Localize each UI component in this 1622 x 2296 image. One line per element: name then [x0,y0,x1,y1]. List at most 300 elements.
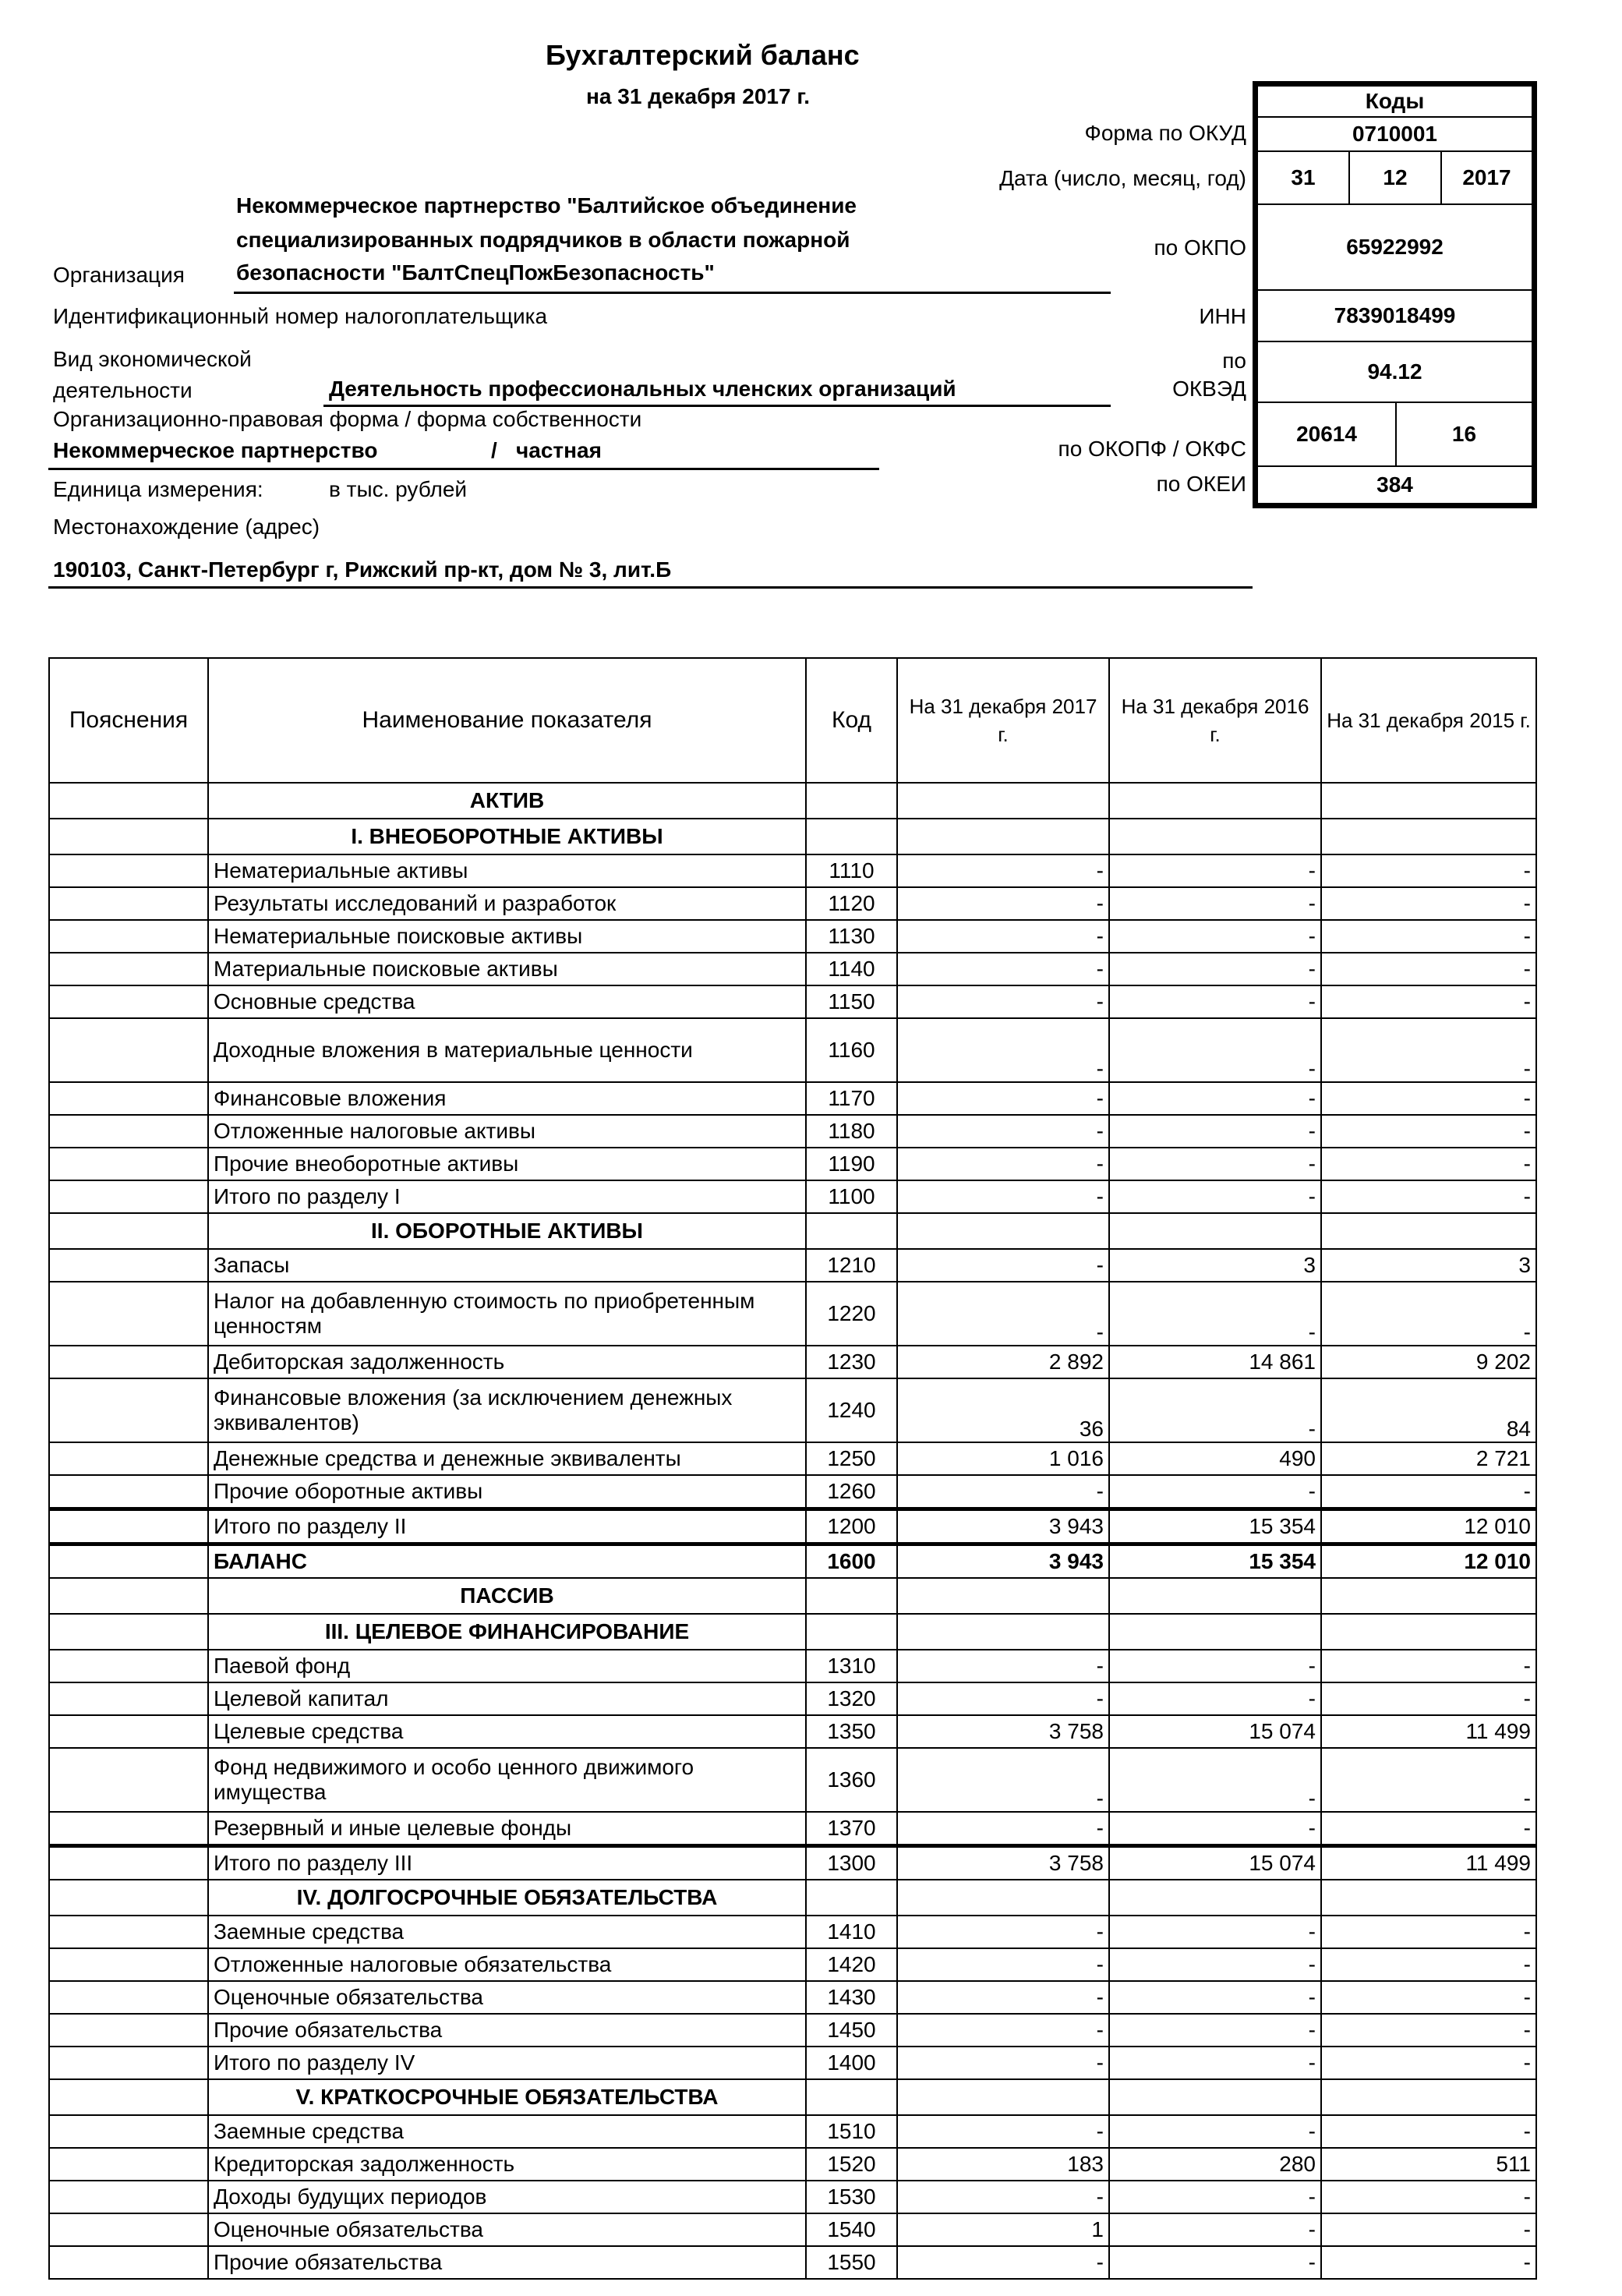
table-row [49,1748,1536,1812]
value-2017 [897,1880,1109,1916]
value-2015: 11 499 [1321,1846,1536,1880]
notes-cell [49,1148,208,1180]
notes-cell [49,1614,208,1650]
balance-table [48,657,1537,2280]
value-2017: - [897,1916,1109,1948]
indicator-name: Отложенные налоговые активы [208,1115,806,1148]
section-row [49,783,1536,819]
indicator-name: Резервный и иные целевые фонды [208,1812,806,1846]
value-2015 [1321,1578,1536,1614]
table-row [49,1812,1536,1846]
value-2015: 2 721 [1321,1442,1536,1475]
indicator-name: Отложенные налоговые обязательства [208,1948,806,1981]
notes-cell [49,1346,208,1378]
indicator-code: 1210 [806,1249,897,1282]
value-2015 [1321,819,1536,854]
ownership-value: частная [516,438,602,462]
indicator-name: Доходы будущих периодов [208,2181,806,2213]
indicator-code [806,1614,897,1650]
indicator-name: I. ВНЕОБОРОТНЫЕ АКТИВЫ [208,819,806,854]
value-2017 [897,1578,1109,1614]
indicator-code: 1400 [806,2047,897,2079]
value-2017: - [897,1148,1109,1180]
section-row [49,1614,1536,1650]
value-2017: - [897,854,1109,887]
legal-form-underline [48,468,879,470]
notes-cell [49,1650,208,1682]
table-row [49,2246,1536,2279]
value-2015: - [1321,1916,1536,1948]
indicator-code [806,819,897,854]
value-2015: - [1321,1082,1536,1115]
value-2017: - [897,2246,1109,2279]
indicator-name: IV. ДОЛГОСРОЧНЫЕ ОБЯЗАТЕЛЬСТВА [208,1880,806,1916]
value-2017 [897,1614,1109,1650]
notes-cell [49,1082,208,1115]
value-2017: - [897,1115,1109,1148]
value-2017: 36 [897,1378,1109,1442]
value-2015: - [1321,1948,1536,1981]
table-row [49,2213,1536,2246]
indicator-code: 1140 [806,953,897,985]
value-2015: - [1321,1115,1536,1148]
indicator-name: III. ЦЕЛЕВОЕ ФИНАНСИРОВАНИЕ [208,1614,806,1650]
table-row [49,1442,1536,1475]
table-row [49,2148,1536,2181]
notes-cell [49,1544,208,1579]
okud-label: Форма по ОКУД [1084,121,1246,145]
value-2017: 2 892 [897,1346,1109,1378]
header-2017: На 31 декабря 2017 г. [897,658,1109,783]
value-2016: - [1109,1180,1321,1213]
value-2017: - [897,1180,1109,1213]
section-row [49,819,1536,854]
value-2016: - [1109,2014,1321,2047]
table-row [49,1509,1536,1544]
notes-cell [49,2047,208,2079]
value-2015: 511 [1321,2148,1536,2181]
value-2016: - [1109,1018,1321,1082]
value-2017: - [897,1948,1109,1981]
value-2015 [1321,1614,1536,1650]
table-row [49,1682,1536,1715]
value-2016: - [1109,920,1321,953]
value-2015: - [1321,1748,1536,1812]
value-2015: - [1321,1148,1536,1180]
notes-cell [49,1509,208,1544]
indicator-name: Целевой капитал [208,1682,806,1715]
indicator-code: 1260 [806,1475,897,1509]
table-row [49,1115,1536,1148]
indicator-code: 1350 [806,1715,897,1748]
value-2016: - [1109,1475,1321,1509]
notes-cell [49,1475,208,1509]
table-row [49,920,1536,953]
value-2016: - [1109,1812,1321,1846]
value-2016: - [1109,1748,1321,1812]
unit-value: в тыс. рублей [329,477,468,501]
value-2017: 3 943 [897,1509,1109,1544]
table-row [49,953,1536,985]
indicator-code [806,2079,897,2115]
notes-cell [49,953,208,985]
indicator-code: 1300 [806,1846,897,1880]
indicator-code: 1120 [806,887,897,920]
value-2017: - [897,2181,1109,2213]
table-row [49,1282,1536,1346]
header-2015: На 31 декабря 2015 г. [1321,658,1536,783]
value-2015: 12 010 [1321,1544,1536,1579]
value-2016: - [1109,1115,1321,1148]
value-2015: - [1321,2213,1536,2246]
value-2015 [1321,1213,1536,1249]
value-2017: - [897,1249,1109,1282]
table-row [49,854,1536,887]
notes-cell [49,2115,208,2148]
value-2015: 3 [1321,1249,1536,1282]
indicator-name: Дебиторская задолженность [208,1346,806,1378]
value-2017 [897,819,1109,854]
indicator-code: 1200 [806,1509,897,1544]
org-name-line3: безопасности "БалтСпецПожБезопасность" [236,260,715,285]
indicator-name: Итого по разделу III [208,1846,806,1880]
indicator-code: 1170 [806,1082,897,1115]
value-2015: - [1321,1475,1536,1509]
indicator-code: 1230 [806,1346,897,1378]
table-body [49,783,1536,2279]
value-2016: - [1109,1682,1321,1715]
notes-cell [49,1748,208,1812]
value-2017: 3 758 [897,1715,1109,1748]
table-row [49,1846,1536,1880]
indicator-name: Прочие внеоборотные активы [208,1148,806,1180]
value-2017: - [897,2115,1109,2148]
indicator-name: Целевые средства [208,1715,806,1748]
table-row [49,1916,1536,1948]
table-row [49,2115,1536,2148]
indicator-code: 1600 [806,1544,897,1579]
table-row [49,2047,1536,2079]
value-2015 [1321,783,1536,819]
value-2016: 15 354 [1109,1509,1321,1544]
org-label: Организация [53,263,185,287]
value-2017: - [897,920,1109,953]
indicator-name: Нематериальные активы [208,854,806,887]
value-2017: - [897,1282,1109,1346]
indicator-name: Итого по разделу I [208,1180,806,1213]
notes-cell [49,1213,208,1249]
document-title: Бухгалтерский баланс [546,39,860,71]
indicator-code: 1450 [806,2014,897,2047]
value-2017 [897,783,1109,819]
value-2017: - [897,1082,1109,1115]
section-row [49,1880,1536,1916]
indicator-name: Запасы [208,1249,806,1282]
value-2017: - [897,985,1109,1018]
value-2017 [897,1213,1109,1249]
okopf-value: 20614 [1256,402,1397,467]
value-2016: - [1109,953,1321,985]
indicator-name: Прочие обязательства [208,2014,806,2047]
okud-value: 0710001 [1256,116,1533,152]
value-2016: - [1109,1082,1321,1115]
okved-label-1: по [1222,348,1246,373]
table-row [49,1475,1536,1509]
table-row [49,1650,1536,1682]
indicator-code: 1320 [806,1682,897,1715]
value-2016: - [1109,2047,1321,2079]
notes-cell [49,1981,208,2014]
value-2016: - [1109,1282,1321,1346]
address-label: Местонахождение (адрес) [53,515,320,539]
value-2016: 490 [1109,1442,1321,1475]
value-2017: - [897,2047,1109,2079]
indicator-code: 1520 [806,2148,897,2181]
table-row [49,1018,1536,1082]
value-2015: - [1321,1650,1536,1682]
notes-cell [49,1916,208,1948]
indicator-name: Фонд недвижимого и особо ценного движимого имущества [208,1748,806,1812]
value-2016 [1109,1213,1321,1249]
indicator-name: Финансовые вложения [208,1082,806,1115]
indicator-code: 1410 [806,1916,897,1948]
value-2015: - [1321,985,1536,1018]
value-2015: - [1321,1812,1536,1846]
okfs-value: 16 [1395,402,1533,467]
notes-cell [49,1948,208,1981]
notes-cell [49,783,208,819]
indicator-name: Нематериальные поисковые активы [208,920,806,953]
ownership-separator: / [491,438,497,462]
indicator-name: Кредиторская задолженность [208,2148,806,2181]
value-2015: - [1321,2181,1536,2213]
value-2017: - [897,1650,1109,1682]
header-code: Код [806,658,897,783]
indicator-code [806,1578,897,1614]
date-label: Дата (число, месяц, год) [999,166,1246,190]
value-2017: - [897,887,1109,920]
table-row [49,985,1536,1018]
value-2017: - [897,1018,1109,1082]
table-row [49,1544,1536,1579]
indicator-code: 1180 [806,1115,897,1148]
indicator-code [806,1880,897,1916]
indicator-name: Итого по разделу IV [208,2047,806,2079]
indicator-name: Прочие оборотные активы [208,1475,806,1509]
indicator-code: 1220 [806,1282,897,1346]
indicator-name: Основные средства [208,985,806,1018]
section-row [49,1213,1536,1249]
table-row [49,1082,1536,1115]
value-2016: - [1109,985,1321,1018]
indicator-code [806,783,897,819]
value-2017: - [897,1682,1109,1715]
indicator-name: Налог на добавленную стоимость по приобретенным ценностям [208,1282,806,1346]
notes-cell [49,1442,208,1475]
notes-cell [49,1880,208,1916]
codes-title: Коды [1256,85,1533,118]
indicator-code: 1430 [806,1981,897,2014]
value-2016: 15 354 [1109,1544,1321,1579]
value-2015: - [1321,920,1536,953]
notes-cell [49,2246,208,2279]
value-2015: - [1321,1682,1536,1715]
indicator-name: Финансовые вложения (за исключением денежных эквивалентов) [208,1378,806,1442]
value-2017: 3 758 [897,1846,1109,1880]
indicator-code: 1130 [806,920,897,953]
indicator-name: БАЛАНС [208,1544,806,1579]
indicator-name: Заемные средства [208,2115,806,2148]
notes-cell [49,1812,208,1846]
inn-label: Идентификационный номер налогоплательщика [53,304,548,328]
indicator-code: 1250 [806,1442,897,1475]
value-2015: 12 010 [1321,1509,1536,1544]
value-2017: 3 943 [897,1544,1109,1579]
inn-code-label: ИНН [1199,304,1246,328]
value-2015: - [1321,2014,1536,2047]
indicator-name: АКТИВ [208,783,806,819]
value-2017: 1 016 [897,1442,1109,1475]
address-value: 190103, Санкт-Петербург г, Рижский пр-кт, дом № 3, лит.Б [53,557,672,582]
indicator-code: 1510 [806,2115,897,2148]
value-2017: 1 [897,2213,1109,2246]
table-row [49,887,1536,920]
activity-label-2: деятельности [53,378,193,402]
indicator-name: Оценочные обязательства [208,2213,806,2246]
date-month: 12 [1348,150,1442,205]
indicator-code: 1150 [806,985,897,1018]
value-2016: - [1109,1981,1321,2014]
notes-cell [49,2079,208,2115]
org-name-line2: специализированных подрядчиков в области пожарной [236,228,850,252]
value-2015: - [1321,953,1536,985]
section-row [49,1578,1536,1614]
indicator-code: 1240 [806,1378,897,1442]
value-2015: - [1321,2246,1536,2279]
value-2016: 280 [1109,2148,1321,2181]
indicator-name: Прочие обязательства [208,2246,806,2279]
legal-form-label: Организационно-правовая форма / форма собственности [53,407,642,431]
notes-cell [49,1578,208,1614]
notes-cell [49,1846,208,1880]
value-2016: - [1109,2181,1321,2213]
org-name-line1: Некоммерческое партнерство "Балтийское объединение [236,193,857,218]
value-2016 [1109,783,1321,819]
codes-box [1253,81,1537,508]
indicator-code: 1160 [806,1018,897,1082]
indicator-name: Заемные средства [208,1916,806,1948]
value-2016 [1109,1578,1321,1614]
table-row [49,1346,1536,1378]
value-2016: 15 074 [1109,1715,1321,1748]
value-2016: - [1109,1378,1321,1442]
activity-label-1: Вид экономической [53,347,252,371]
value-2016: - [1109,2213,1321,2246]
okei-value: 384 [1256,465,1533,504]
notes-cell [49,887,208,920]
value-2017 [897,2079,1109,2115]
indicator-code: 1100 [806,1180,897,1213]
indicator-name: Доходные вложения в материальные ценности [208,1018,806,1082]
table-row [49,1378,1536,1442]
indicator-code: 1370 [806,1812,897,1846]
value-2016: - [1109,1650,1321,1682]
table-row [49,1249,1536,1282]
indicator-code: 1420 [806,1948,897,1981]
table-header-row [49,658,1536,783]
value-2017: - [897,1748,1109,1812]
value-2016: - [1109,1916,1321,1948]
value-2015: - [1321,2115,1536,2148]
table-row [49,1180,1536,1213]
date-year: 2017 [1440,150,1533,205]
value-2016: 15 074 [1109,1846,1321,1880]
notes-cell [49,2181,208,2213]
indicator-name: ПАССИВ [208,1578,806,1614]
value-2017: - [897,2014,1109,2047]
notes-cell [49,1180,208,1213]
value-2017: - [897,1475,1109,1509]
indicator-code: 1550 [806,2246,897,2279]
unit-label: Единица измерения: [53,477,263,501]
indicator-name: Денежные средства и денежные эквиваленты [208,1442,806,1475]
value-2015: - [1321,1981,1536,2014]
notes-cell [49,985,208,1018]
table-row [49,2181,1536,2213]
indicator-code [806,1213,897,1249]
indicator-code: 1190 [806,1148,897,1180]
value-2015 [1321,2079,1536,2115]
value-2017: 183 [897,2148,1109,2181]
notes-cell [49,2014,208,2047]
indicator-name: Результаты исследований и разработок [208,887,806,920]
okved-label-2: ОКВЭД [1172,377,1246,401]
okopf-label: по ОКОПФ / ОКФС [1058,437,1246,461]
indicator-name: II. ОБОРОТНЫЕ АКТИВЫ [208,1213,806,1249]
value-2015: - [1321,2047,1536,2079]
indicator-name: Паевой фонд [208,1650,806,1682]
value-2017: - [897,1812,1109,1846]
header-notes: Пояснения [49,658,208,783]
header-indicator-name: Наименование показателя [208,658,806,783]
value-2015: - [1321,854,1536,887]
indicator-name: Итого по разделу II [208,1509,806,1544]
notes-cell [49,1378,208,1442]
value-2015: 84 [1321,1378,1536,1442]
indicator-code: 1110 [806,854,897,887]
value-2016: - [1109,887,1321,920]
notes-cell [49,819,208,854]
indicator-code: 1360 [806,1748,897,1812]
notes-cell [49,1715,208,1748]
value-2015: - [1321,1180,1536,1213]
notes-cell [49,1282,208,1346]
table-row [49,1948,1536,1981]
value-2016 [1109,819,1321,854]
org-underline [234,292,1111,294]
notes-cell [49,1682,208,1715]
value-2017: - [897,1981,1109,2014]
legal-form-value: Некоммерческое партнерство [53,438,378,462]
notes-cell [49,1018,208,1082]
notes-cell [49,1249,208,1282]
value-2016: 14 861 [1109,1346,1321,1378]
value-2016: - [1109,1148,1321,1180]
value-2015: - [1321,1018,1536,1082]
value-2015: - [1321,887,1536,920]
value-2016: - [1109,854,1321,887]
okpo-label: по ОКПО [1154,235,1246,260]
